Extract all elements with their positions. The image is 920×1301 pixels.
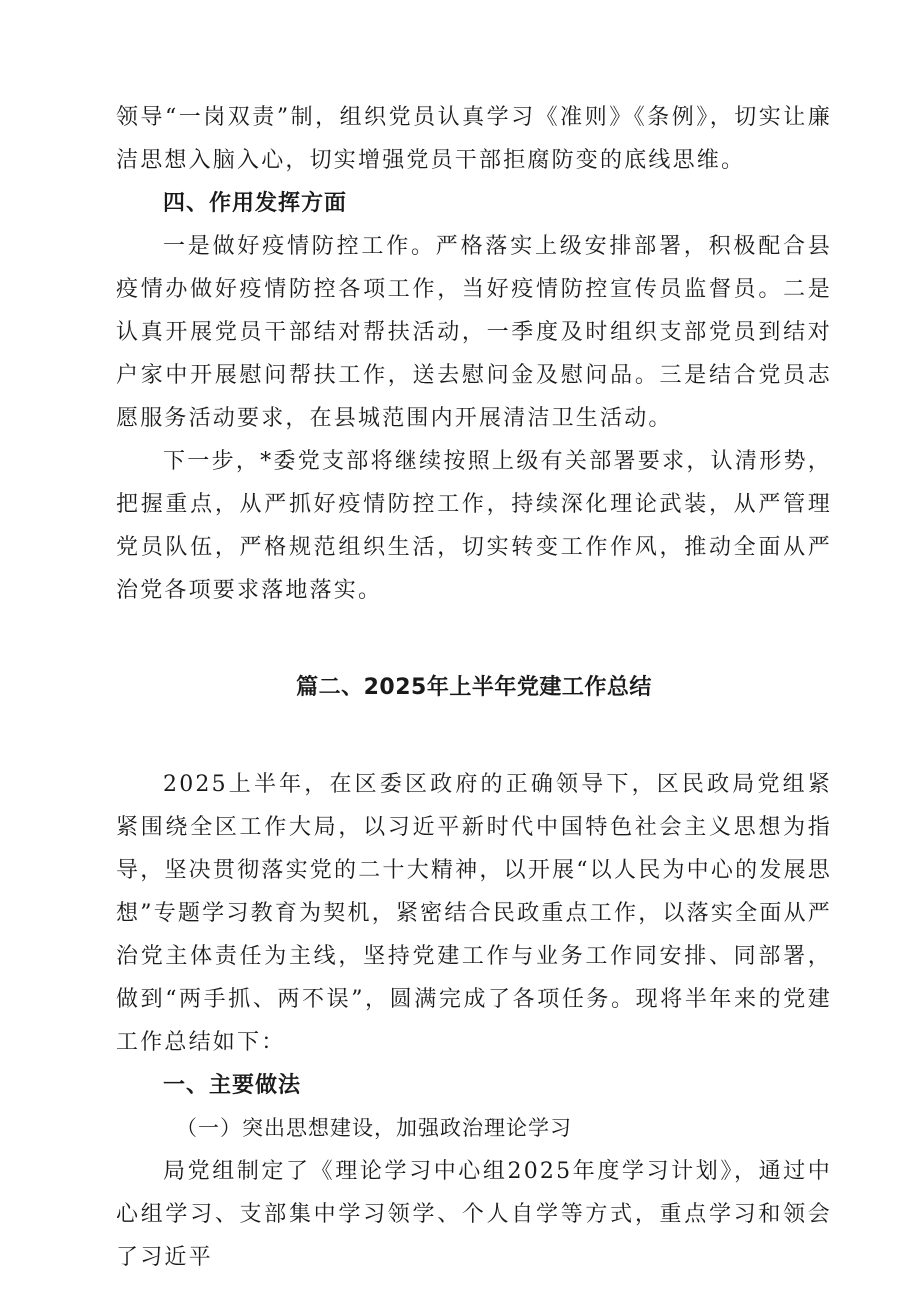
subsection-heading-1: （一）突出思想建设，加强政治理论学习	[176, 1116, 572, 1140]
paragraph-next-step: 下一步，*委党支部将继续按照上级有关部署要求，认清形势，把握重点，从严抓好疫情防控工作，持续深化理论武装，从严管理党员队伍，严格规范组织生活，切实转变工作作风，推动全面从严治党各项要求落地落实。	[116, 449, 832, 603]
paragraph-effect: 一是做好疫情防控工作。严格落实上级安排部署，积极配合县疫情办做好疫情防控各项工作，当好疫情防控宣传员监督员。二是认真开展党员干部结对帮扶活动，一季度及时组织支部党员到结对户家中开展慰问帮扶工作，送去慰问金及慰问品。三是结合党员志愿服务活动要求，在县城范围内开展清洁卫生活动。	[116, 234, 832, 431]
article-title: 篇二、2025年上半年党建工作总结	[296, 675, 652, 700]
section-heading-4: 四、作用发挥方面	[163, 191, 348, 216]
paragraph-study: 局党组制定了《理论学习中心组2025年度学习计划》，通过中心组学习、支部集中学习领学、个人自学等方式，重点学习和领会了习近平	[116, 1159, 832, 1270]
paragraph-intro: 2025上半年，在区委区政府的正确领导下，区民政局党组紧紧围绕全区工作大局，以习近平新时代中国特色社会主义思想为指导，坚决贯彻落实党的二十大精神，以开展“以人民为中心的发展思想”专题学习教育为契机，紧密结合民政重点工作，以落实全面从严治党主体责任为主线，坚持党建工作与业务工作同安排、同部署，做到“两手抓、两不误”，圆满完成了各项任务。现将半年来的党建工作总结如下：	[116, 772, 832, 1055]
document-page	[116, 96, 832, 1279]
section-heading-1: 一、主要做法	[163, 1073, 302, 1098]
paragraph-carryover: 领导“一岗双责”制，组织党员认真学习《准则》《条例》，切实让廉洁思想入脑入心，切实增强党员干部拒腐防变的底线思维。	[116, 105, 832, 173]
